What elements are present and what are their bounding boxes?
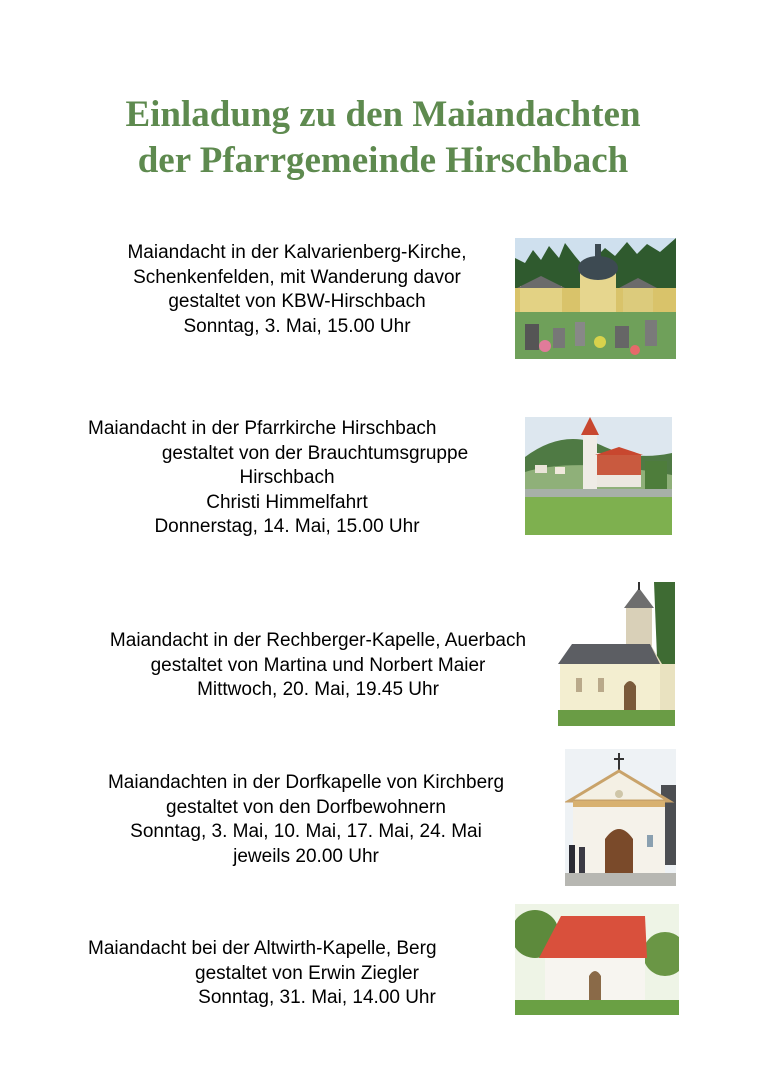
event-kalvarienberg bbox=[88, 241, 506, 339]
event-2-line-5: Donnerstag, 14. Mai, 15.00 Uhr bbox=[154, 516, 420, 537]
event-3-line-2: gestaltet von Martina und Norbert Maier bbox=[150, 654, 486, 676]
event-4-line-4: jeweils 20.00 Uhr bbox=[233, 845, 379, 867]
event-2-line-2: gestaltet von der Brauchtumsgruppe bbox=[161, 442, 469, 464]
event-5-line-3: Sonntag, 31. Mai, 14.00 Uhr bbox=[198, 987, 436, 1008]
event-altwirth bbox=[88, 937, 486, 1011]
rechberger-chapel-photo bbox=[558, 582, 675, 726]
event-3-line-1: Maiandacht in der Rechberger-Kapelle, Auerbach bbox=[109, 630, 527, 651]
event-1-line-2: Schenkenfelden, mit Wanderung davor bbox=[133, 266, 461, 288]
event-1-line-3: gestaltet von KBW-Hirschbach bbox=[168, 291, 426, 312]
title-line-1: Einladung zu den Maiandachten bbox=[125, 94, 641, 135]
event-5-line-2: gestaltet von Erwin Ziegler bbox=[195, 962, 419, 984]
event-3-line-3: Mittwoch, 20. Mai, 19.45 Uhr bbox=[197, 679, 439, 700]
event-4-line-1: Maiandachten in der Dorfkapelle von Kirchberg bbox=[107, 772, 505, 793]
event-pfarrkirche bbox=[88, 417, 516, 540]
event-4-line-3: Sonntag, 3. Mai, 10. Mai, 17. Mai, 24. Mai bbox=[130, 821, 482, 842]
altwirth-chapel-photo bbox=[515, 904, 679, 1015]
kirchberg-chapel-photo bbox=[565, 749, 676, 886]
kalvarienberg-church-photo bbox=[515, 238, 676, 359]
event-1-line-4: Sonntag, 3. Mai, 15.00 Uhr bbox=[183, 315, 411, 337]
parish-church-photo bbox=[525, 417, 672, 535]
event-kirchberg bbox=[86, 771, 526, 869]
event-2-line-1: Maiandacht in der Pfarrkirche Hirschbach bbox=[88, 418, 437, 439]
title-line-2: der Pfarrgemeinde Hirschbach bbox=[137, 140, 629, 181]
event-2-line-3: Hirschbach bbox=[239, 467, 335, 488]
page-title bbox=[0, 92, 766, 184]
event-5-line-1: Maiandacht bei der Altwirth-Kapelle, Berg bbox=[88, 938, 437, 959]
event-4-line-2: gestaltet von den Dorfbewohnern bbox=[166, 796, 446, 818]
event-rechberger bbox=[86, 629, 550, 703]
event-1-line-1: Maiandacht in der Kalvarienberg-Kirche, bbox=[127, 242, 467, 263]
event-2-line-4: Christi Himmelfahrt bbox=[206, 491, 368, 513]
